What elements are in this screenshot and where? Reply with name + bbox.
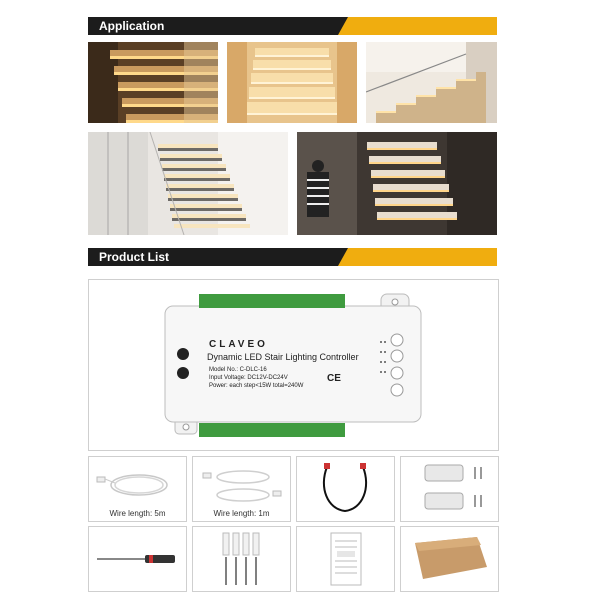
controller-voltage: Input Voltage: DC12V-DC24V	[209, 375, 288, 381]
application-header	[88, 17, 497, 35]
controller-panel	[88, 279, 499, 451]
accessory-extension-wire-1m	[192, 456, 291, 522]
mount-bracket-icon	[401, 457, 498, 521]
accessory-caption: Wire length: 5m	[109, 509, 166, 518]
controller-product-name: Dynamic LED Stair Lighting Controller	[207, 352, 359, 362]
screws-icon	[193, 527, 290, 591]
application-photo-1	[88, 42, 218, 123]
accessory-power-cable	[296, 456, 395, 522]
screwdriver-icon	[89, 527, 186, 591]
application-photo-5	[297, 132, 497, 235]
accessory-extension-wire-5m	[88, 456, 187, 522]
ce-mark: CE	[327, 373, 341, 384]
controller-power: Power: each step<15W total=240W	[209, 383, 304, 389]
controller-brand: CLAVEO	[209, 339, 268, 350]
wire-coil-icon	[89, 459, 186, 509]
accessory-screwdriver	[88, 526, 187, 592]
accessory-anchors-screws	[192, 526, 291, 592]
power-cable-icon	[297, 457, 394, 521]
box-icon	[401, 527, 498, 591]
controller-illustration	[89, 280, 498, 450]
controller-model: Model No.: C-DLC-16	[209, 367, 267, 373]
product-list-title: Product List	[99, 250, 170, 264]
manual-icon	[297, 527, 394, 591]
application-photo-3	[366, 42, 497, 123]
accessory-manual	[296, 526, 395, 592]
accessory-caption: Wire length: 1m	[213, 509, 270, 518]
product-list-header	[88, 248, 497, 266]
accessory-package-box	[400, 526, 499, 592]
wire-pair-icon	[193, 459, 290, 509]
application-photo-2	[227, 42, 357, 123]
application-title: Application	[99, 19, 165, 33]
application-photo-4	[88, 132, 288, 235]
accessory-sensor-mounts	[400, 456, 499, 522]
